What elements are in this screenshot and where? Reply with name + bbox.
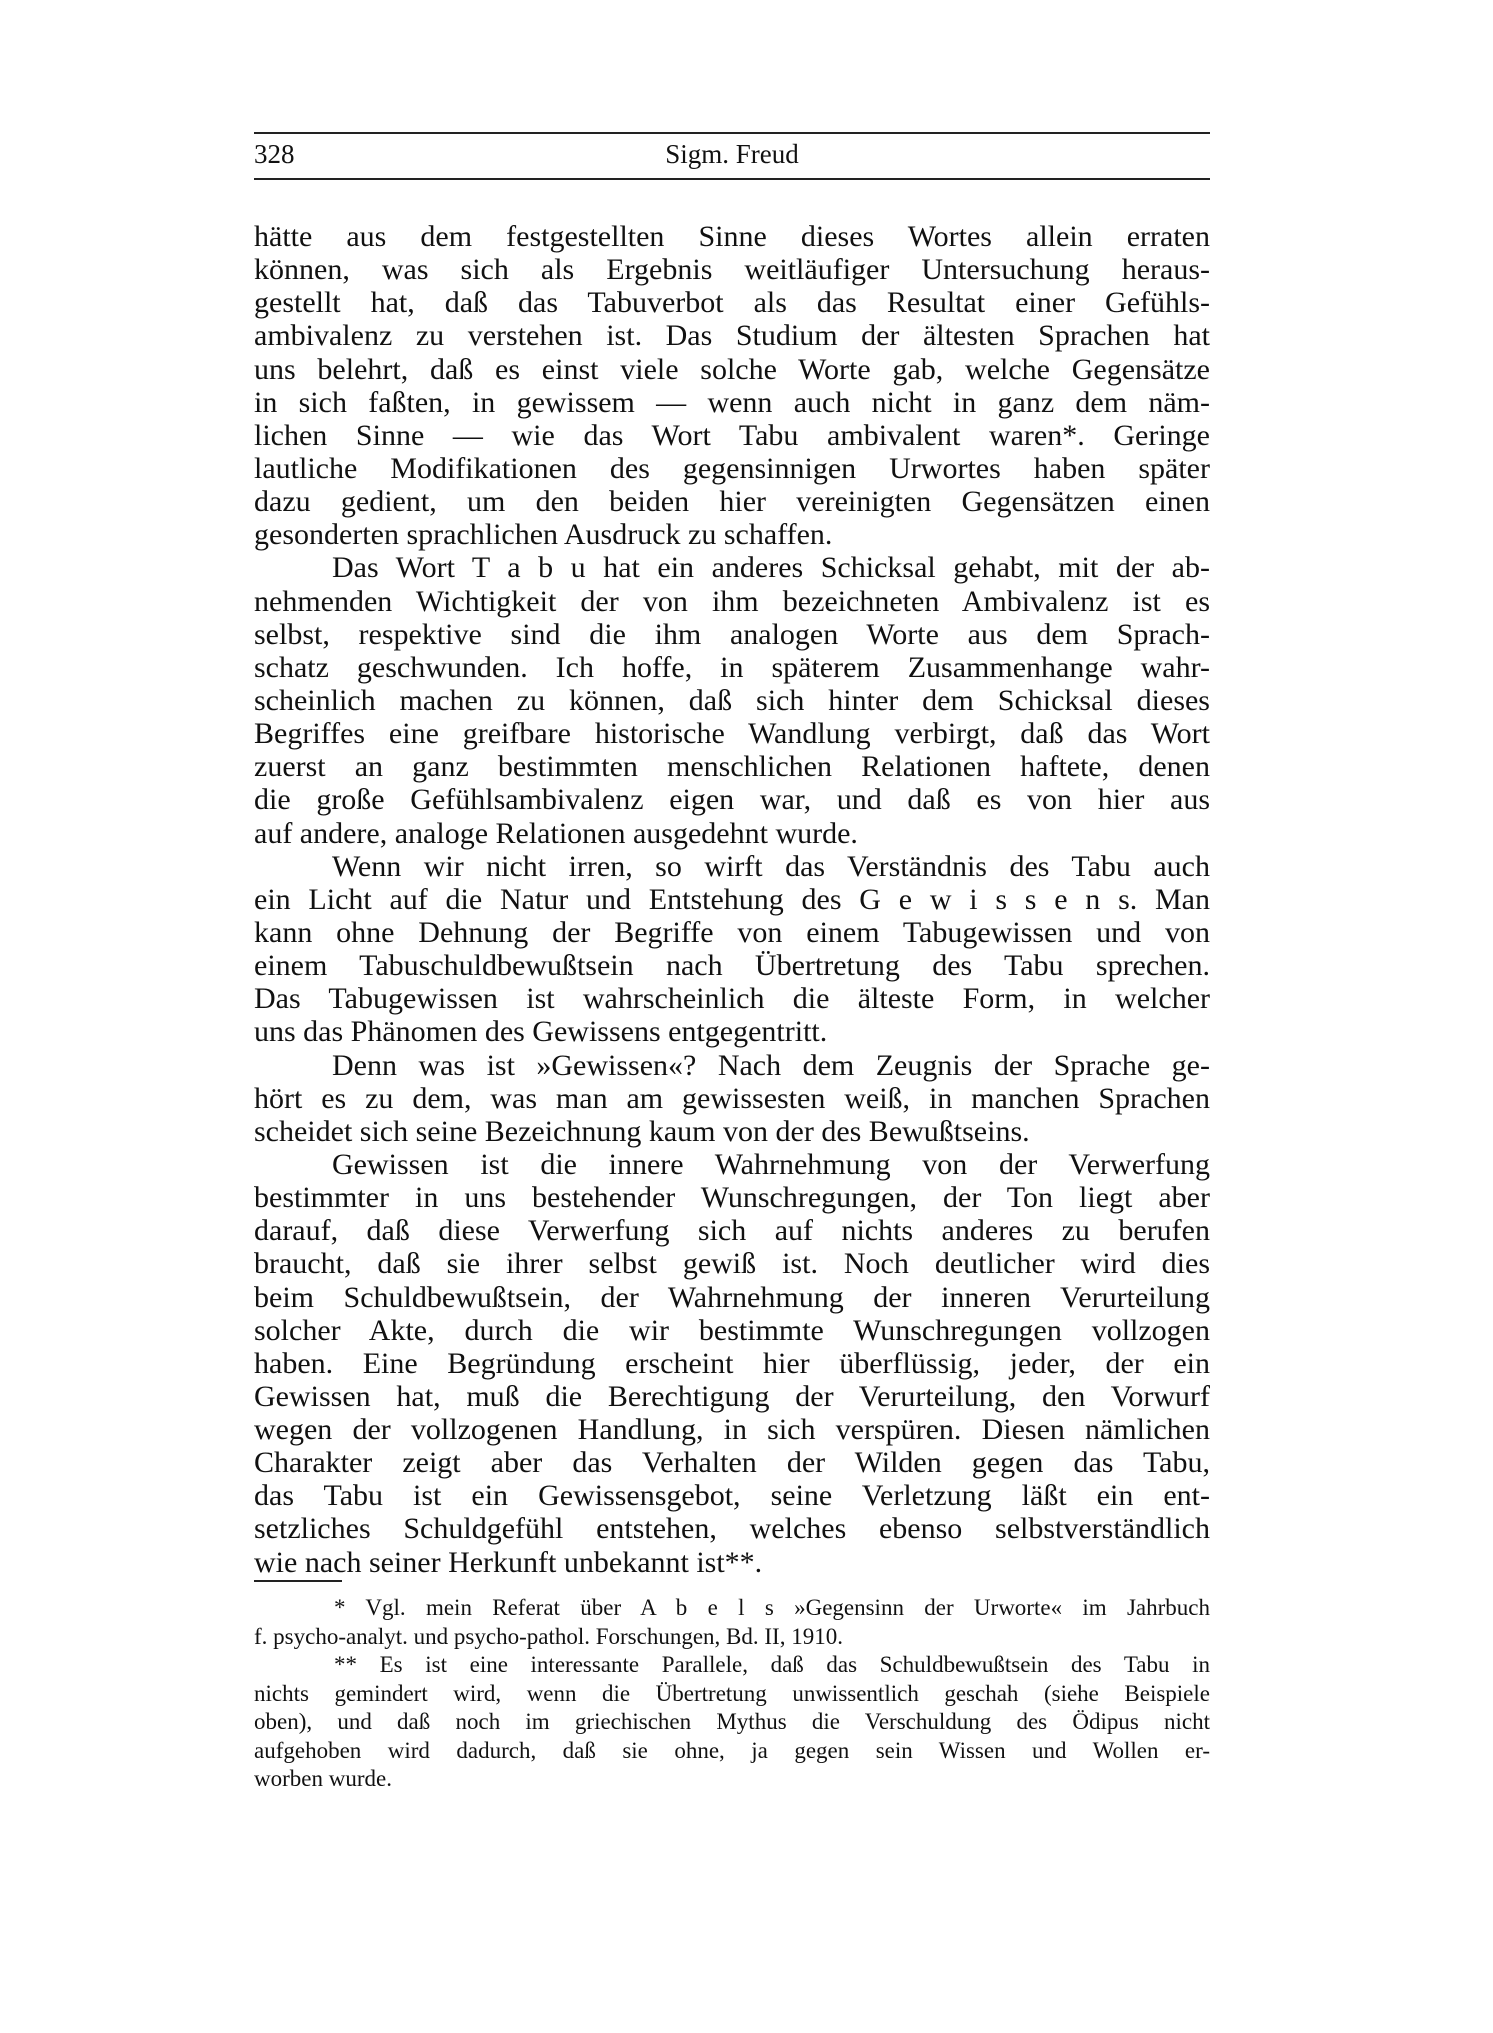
- text-line: einem Tabuschuldbewußtsein nach Übertretung des Tabu sprechen.: [254, 949, 1210, 983]
- text-line: scheinlich machen zu können, daß sich hinter dem Schicksal dieses: [254, 683, 1210, 717]
- footnote-line: nichts gemindert wird, wenn die Übertretung unwissentlich geschah (siehe Beispiele: [254, 1680, 1210, 1706]
- text-line: Charakter zeigt aber das Verhalten der Wilden gegen das Tabu,: [254, 1446, 1210, 1480]
- footnote-line: * Vgl. mein Referat über A b e l s »Gegensinn der Urworte« im Jahrbuch: [334, 1595, 1210, 1620]
- text-line: Gewissen hat, muß die Berechtigung der Verurteilung, den Vorwurf: [254, 1379, 1210, 1413]
- text-line: wie nach seiner Herkunft unbekannt ist**.: [254, 1545, 763, 1579]
- text-line: gesonderten sprachlichen Ausdruck zu schaffen.: [254, 518, 833, 552]
- text-line: Begriffes eine greifbare historische Wandlung verbirgt, daß das Wort: [254, 717, 1210, 751]
- footnote-line: worben wurde.: [254, 1766, 392, 1791]
- footnote-rule: [254, 1580, 342, 1582]
- footnote-line: f. psycho-analyt. und psycho-pathol. Forschungen, Bd. II, 1910.: [254, 1623, 843, 1649]
- text-line: Wenn wir nicht irren, so wirft das Verständnis des Tabu auch: [332, 849, 1210, 883]
- text-line: Denn was ist »Gewissen«? Nach dem Zeugnis der Sprache ge-: [332, 1048, 1210, 1082]
- footnote-line: oben), und daß noch im griechischen Mythus die Verschuldung des Ödipus nicht: [254, 1709, 1210, 1734]
- text-line: das Tabu ist ein Gewissensgebot, seine Verletzung läßt ein ent-: [254, 1479, 1210, 1513]
- text-line: können, was sich als Ergebnis weitläufiger Untersuchung heraus-: [254, 253, 1210, 287]
- footnote-line: aufgehoben wird dadurch, daß sie ohne, ja gegen sein Wissen und Wollen er-: [254, 1737, 1210, 1763]
- text-line: uns das Phänomen des Gewissens entgegentritt.: [254, 1015, 828, 1049]
- text-line: darauf, daß diese Verwerfung sich auf nichts anderes zu berufen: [254, 1214, 1210, 1248]
- text-line: beim Schuldbewußtsein, der Wahrnehmung der inneren Verurteilung: [254, 1280, 1210, 1314]
- text-line: ambivalenz zu verstehen ist. Das Studium der ältesten Sprachen hat: [254, 319, 1210, 353]
- running-head: Sigm. Freud: [665, 139, 799, 169]
- header-rule-top: [254, 132, 1210, 134]
- text-line: kann ohne Dehnung der Begriffe von einem Tabugewissen und von: [254, 915, 1210, 949]
- text-line: setzliches Schuldgefühl entstehen, welches ebenso selbstverständlich: [254, 1512, 1210, 1546]
- footnote-line: ** Es ist eine interessante Parallele, daß das Schuldbewußtsein des Tabu in: [334, 1652, 1210, 1677]
- body-text: [254, 220, 1210, 1579]
- text-line: auf andere, analoge Relationen ausgedehnt wurde.: [254, 816, 858, 850]
- text-line: Das Wort T a b u hat ein anderes Schicksal gehabt, mit der ab-: [332, 551, 1210, 585]
- text-line: scheidet sich seine Bezeichnung kaum von der des Bewußtseins.: [254, 1114, 1030, 1148]
- text-line: solcher Akte, durch die wir bestimmte Wunschregungen vollzogen: [254, 1313, 1210, 1347]
- text-line: nehmenden Wichtigkeit der von ihm bezeichneten Ambivalenz ist es: [254, 584, 1210, 618]
- text-line: hätte aus dem festgestellten Sinne dieses Wortes allein erraten: [254, 220, 1210, 253]
- text-line: Gewissen ist die innere Wahrnehmung von der Verwerfung: [332, 1147, 1210, 1181]
- text-line: braucht, daß sie ihrer selbst gewiß ist. Noch deutlicher wird dies: [254, 1247, 1210, 1281]
- text-line: dazu gedient, um den beiden hier vereinigten Gegensätzen einen: [254, 485, 1210, 519]
- text-line: selbst, respektive sind die ihm analogen Worte aus dem Sprach-: [254, 617, 1210, 651]
- text-line: bestimmter in uns bestehender Wunschregungen, der Ton liegt aber: [254, 1181, 1210, 1215]
- page-number: 328: [254, 139, 295, 169]
- text-line: wegen der vollzogenen Handlung, in sich verspüren. Diesen nämlichen: [254, 1413, 1210, 1447]
- footnotes: [254, 1594, 1210, 1794]
- text-line: ein Licht auf die Natur und Entstehung des G e w i s s e n s. Man: [254, 882, 1210, 916]
- text-line: lichen Sinne — wie das Wort Tabu ambivalent waren*. Geringe: [254, 418, 1210, 452]
- text-line: hört es zu dem, was man am gewissesten weiß, in manchen Sprachen: [254, 1081, 1210, 1115]
- text-line: die große Gefühlsambivalenz eigen war, und daß es von hier aus: [254, 783, 1210, 817]
- header-rule-bottom: [254, 178, 1210, 180]
- text-line: haben. Eine Begründung erscheint hier überflüssig, jeder, der ein: [254, 1346, 1210, 1380]
- text-line: in sich faßten, in gewissem — wenn auch nicht in ganz dem näm-: [254, 385, 1210, 419]
- text-line: lautliche Modifikationen des gegensinnigen Urwortes haben später: [254, 451, 1210, 485]
- text-line: zuerst an ganz bestimmten menschlichen Relationen haftete, denen: [254, 750, 1210, 784]
- text-line: uns belehrt, daß es einst viele solche Worte gab, welche Gegensätze: [254, 352, 1210, 386]
- text-line: schatz geschwunden. Ich hoffe, in späterem Zusammenhange wahr-: [254, 650, 1210, 684]
- text-line: gestellt hat, daß das Tabuverbot als das Resultat einer Gefühls-: [254, 286, 1210, 320]
- text-line: Das Tabugewissen ist wahrscheinlich die älteste Form, in welcher: [254, 982, 1210, 1016]
